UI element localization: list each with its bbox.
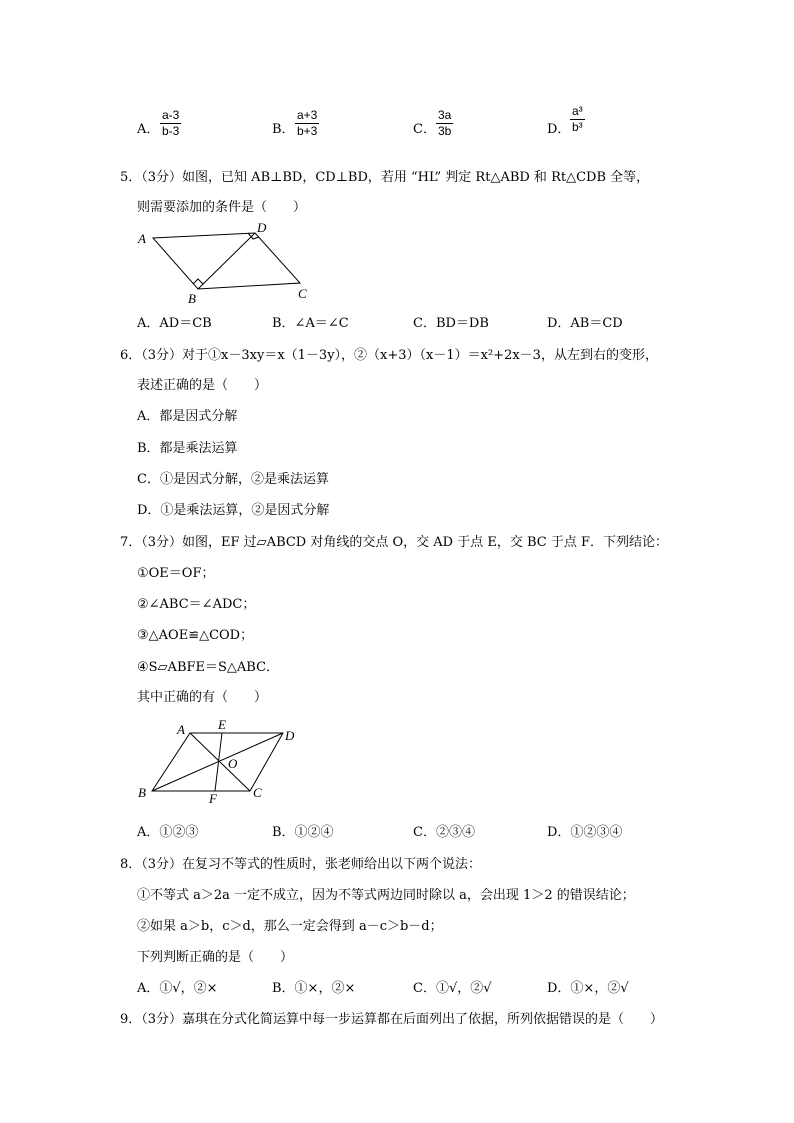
q5-label-c: C <box>298 286 307 301</box>
q7-segment-ef <box>215 733 222 791</box>
q7-label-o: O <box>228 756 238 771</box>
q7-stem-line1: 7．（3分）如图，EF 过▱ABCD 对角线的交点 O，交 AD 于点 E，交 BC 于点 F．下列结论： <box>120 535 669 550</box>
q5-label-b: B <box>188 291 196 306</box>
q7-conclusion-3: ③△AOE≌△COD； <box>137 628 254 643</box>
q4-option-d-numerator: a³ <box>572 104 583 118</box>
q5-option-a: A．AD＝CB <box>137 316 212 331</box>
q4-option-c-fraction <box>436 108 453 139</box>
q8-statement-2: ②如果 a＞b，c＞d，那么一定会得到 a－c＞b－d； <box>137 919 443 934</box>
q5-diagonal-bd <box>198 233 255 289</box>
q7-conclusion-2: ②∠ABC＝∠ADC； <box>137 597 256 612</box>
q7-conclusion-1: ①OE＝OF； <box>137 566 215 581</box>
q4-option-d-fraction <box>570 104 585 135</box>
q4-option-d-denominator: b³ <box>572 120 583 134</box>
q7-label-c: C <box>253 785 262 800</box>
q7-option-b: B．①②④ <box>272 825 334 840</box>
q5-option-c: C．BD＝DB <box>413 316 489 331</box>
q7-option-a: A．①②③ <box>137 825 199 840</box>
q4-option-b-letter: B． <box>272 122 295 137</box>
q6-option-b: B．都是乘法运算 <box>137 441 238 456</box>
q8-option-d: D．①×，②√ <box>547 981 629 996</box>
q4-option-a-denominator: b-3 <box>162 124 180 138</box>
q6-option-c: C．①是因式分解，②是乘法运算 <box>137 472 329 487</box>
q9-stem-line1: 9．（3分）嘉琪在分式化简运算中每一步运算都在后面列出了依据，所列依据错误的是（ ） <box>120 1012 664 1027</box>
q7-ask: 其中正确的有（ ） <box>137 690 268 705</box>
q7-label-a: A <box>177 722 185 737</box>
q4-option-a-fraction <box>160 108 181 139</box>
q7-option-c: C．②③④ <box>413 825 475 840</box>
q8-option-a: A．①√，②× <box>137 981 218 996</box>
q5-option-b: B．∠A＝∠C <box>272 316 349 331</box>
q4-option-b-denominator: b+3 <box>297 124 318 138</box>
q4-option-c-numerator: 3a <box>438 108 452 122</box>
q7-option-d: D．①②③④ <box>547 825 623 840</box>
q8-option-b: B．①×，②× <box>272 981 356 996</box>
q5-figure <box>130 218 320 306</box>
q6-stem-line1: 6．（3分）对于①x－3xy＝x（1－3y），②（x+3）（x－1）＝x²+2x－3，从左到右的变形， <box>120 348 658 363</box>
q7-diagonal-bd <box>152 733 283 791</box>
q6-option-d: D．①是乘法运算，②是因式分解 <box>137 503 330 518</box>
q6-option-a: A．都是因式分解 <box>137 409 238 424</box>
q7-label-d: D <box>285 728 295 743</box>
q5-option-d: D．AB＝CD <box>547 316 623 331</box>
q5-stem-line1: 5．（3分）如图，已知 AB⊥BD，CD⊥BD，若用 “HL” 判定 Rt△ABD 和 Rt△CDB 全等， <box>120 170 650 185</box>
q4-option-b-fraction <box>295 108 319 139</box>
q4-option-a-numerator: a-3 <box>162 108 180 122</box>
q5-stem-line2: 则需要添加的条件是（ ） <box>137 200 307 215</box>
q7-label-e: E <box>218 717 226 732</box>
q7-figure <box>130 712 310 810</box>
q4-option-c-letter: C． <box>413 122 436 137</box>
q4-option-b-numerator: a+3 <box>297 108 318 122</box>
q7-diagonal-ac <box>190 733 250 791</box>
q5-label-d: D <box>257 220 267 235</box>
q8-statement-1: ①不等式 a＞2a 一定不成立，因为不等式两边同时除以 a，会出现 1＞2 的错误结论； <box>137 888 635 903</box>
q7-conclusion-4: ④S▱ABFE＝S△ABC． <box>137 660 280 675</box>
q5-label-a: A <box>138 231 146 246</box>
q8-ask: 下列判断正确的是（ ） <box>137 950 294 965</box>
q5-right-angle-b <box>193 279 203 284</box>
q6-stem-line2: 表述正确的是（ ） <box>137 378 268 393</box>
q8-stem-line1: 8．（3分）在复习不等式的性质时，张老师给出以下两个说法： <box>120 857 482 872</box>
q7-label-f: F <box>209 791 217 806</box>
q4-option-a-letter: A． <box>137 122 160 137</box>
q4-option-c-denominator: 3b <box>438 124 452 138</box>
q7-label-b: B <box>138 785 146 800</box>
q8-option-c: C．①√，②√ <box>413 981 492 996</box>
q4-option-d-letter: D． <box>547 122 571 137</box>
